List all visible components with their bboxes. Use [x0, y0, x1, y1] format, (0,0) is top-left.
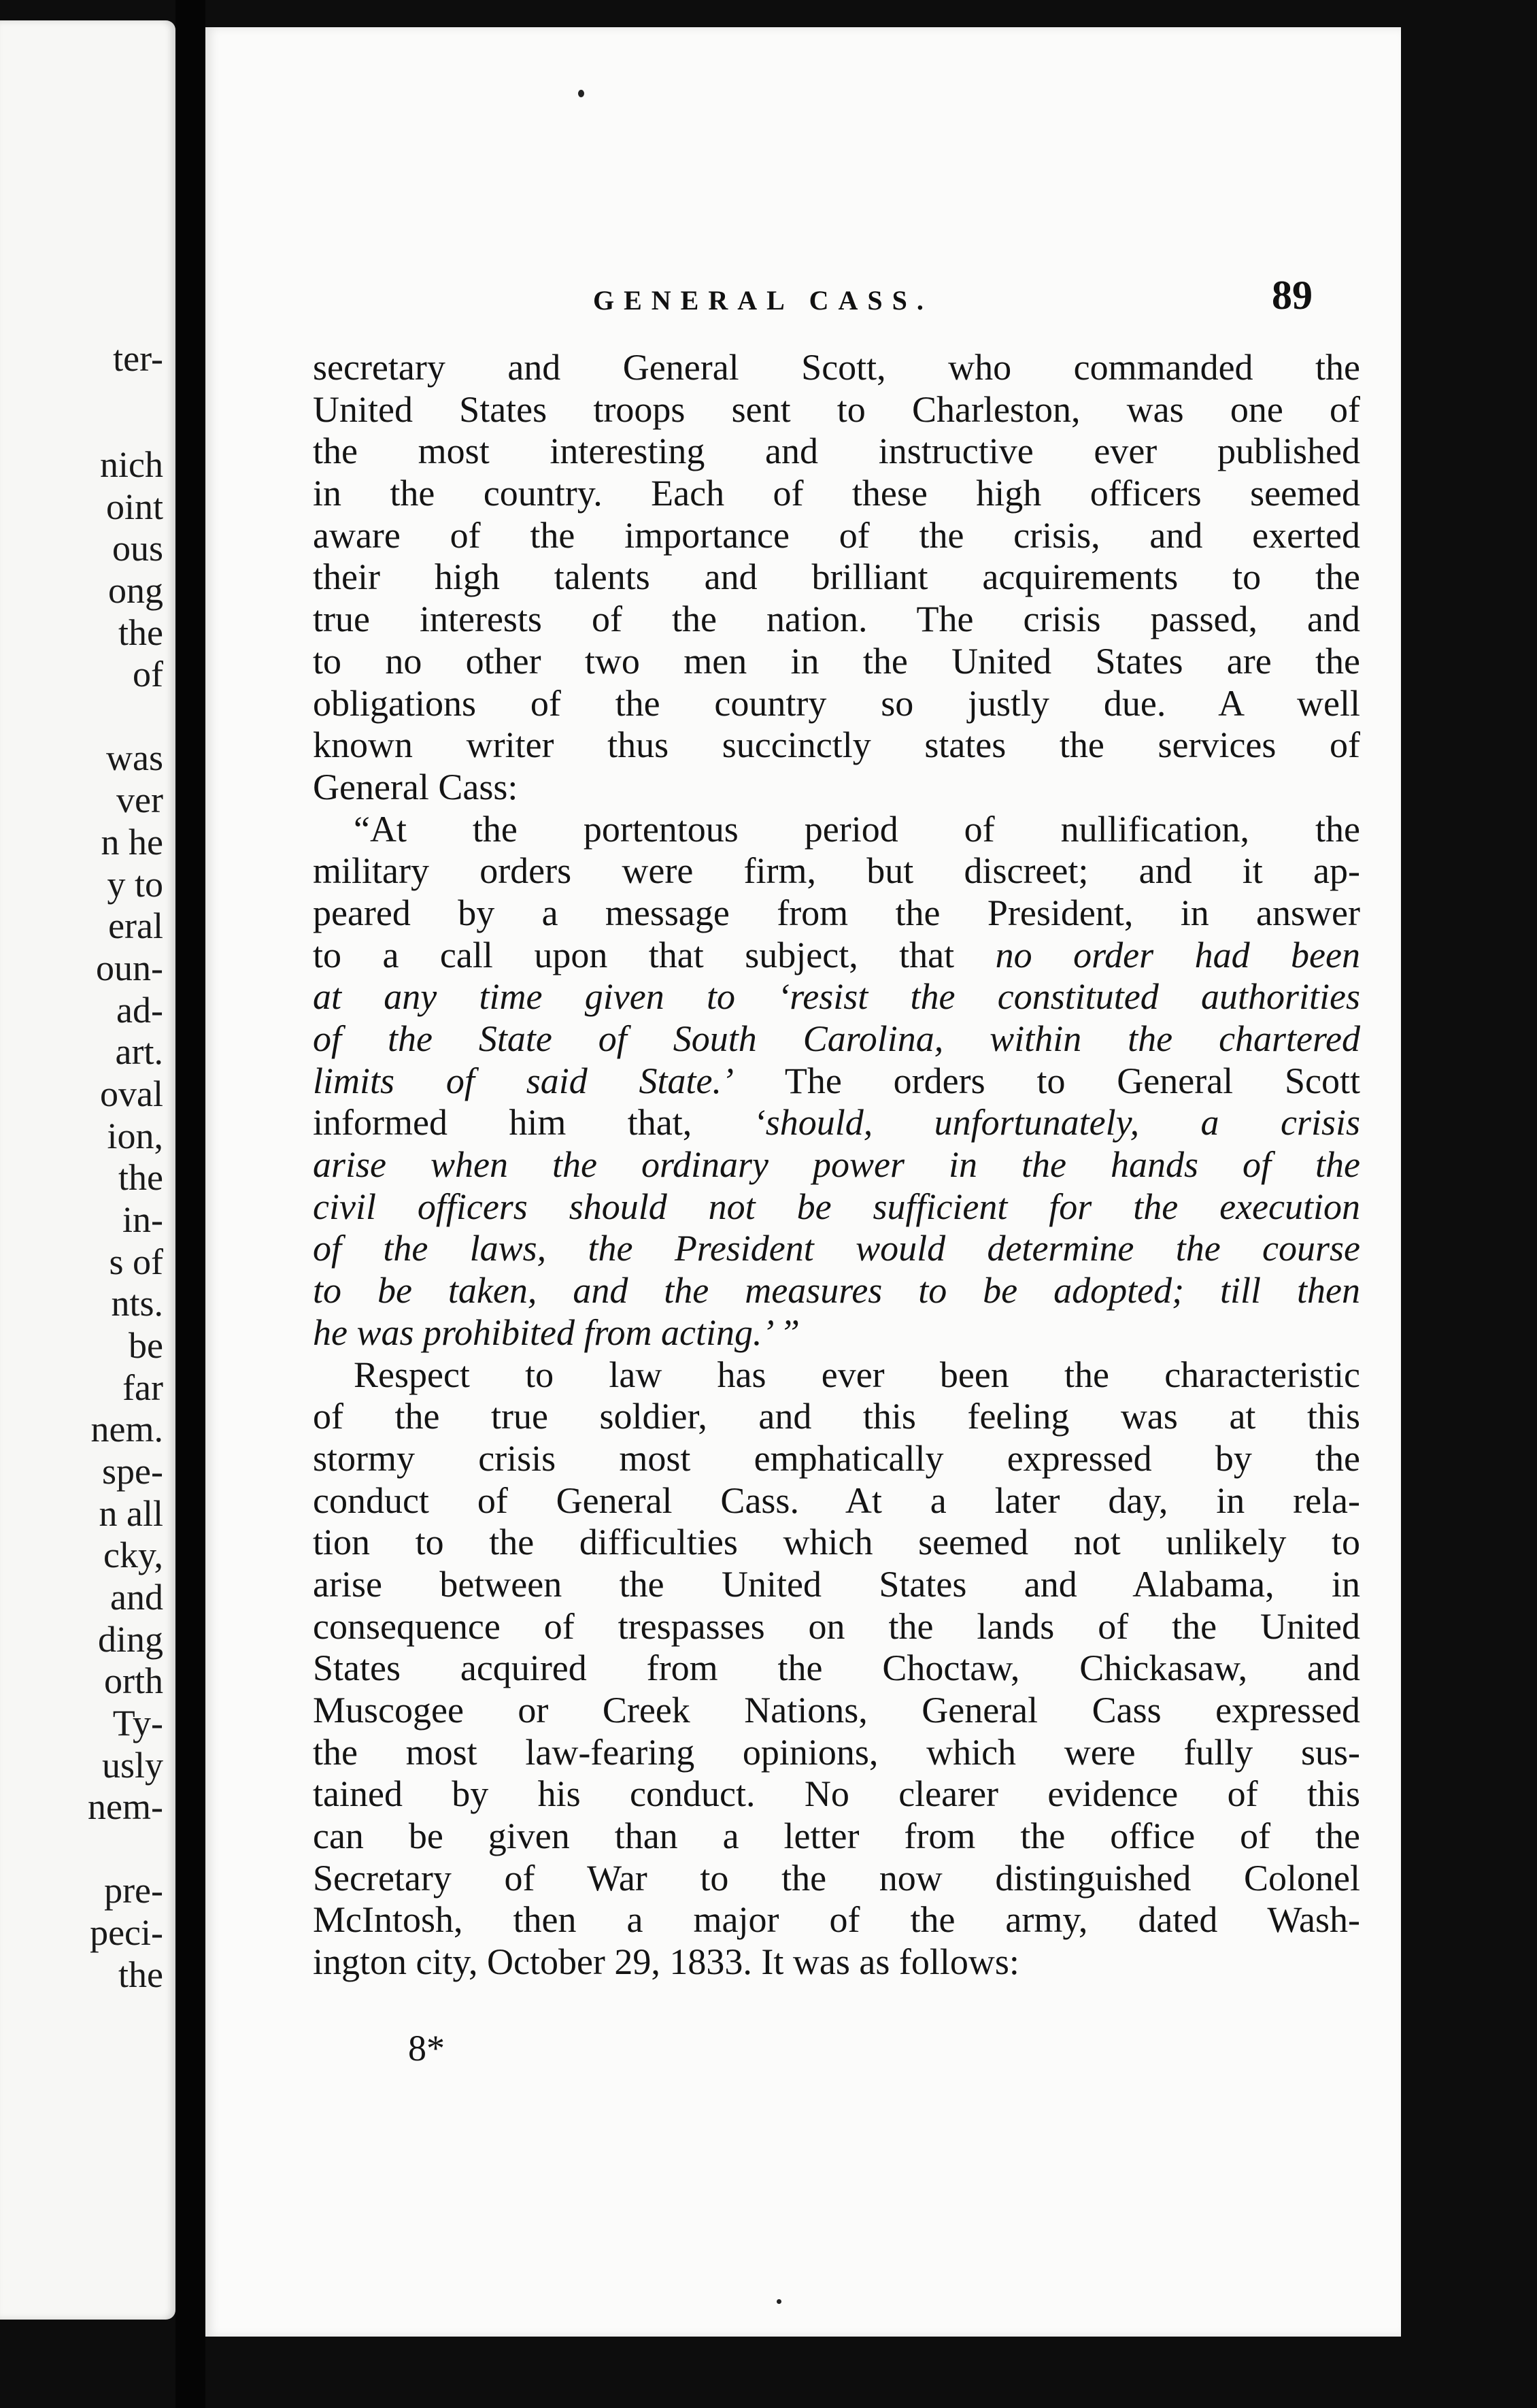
text-line: “At the portentous period of nullification, the	[354, 808, 1360, 850]
left-page-fragment: and	[110, 1577, 163, 1618]
text-line	[313, 935, 1360, 977]
left-page-fragment: the	[118, 612, 163, 653]
text-line: peared by a message from the President, in answer	[313, 892, 1360, 933]
text-line: at any time given to ‘resist the constituted authorities	[313, 976, 1360, 1018]
text-line: aware of the importance of the crisis, and exerted	[313, 514, 1360, 556]
text-line: of the true soldier, and this feeling was at this	[313, 1396, 1360, 1437]
left-page-fragment: orth	[104, 1660, 163, 1701]
left-page-fragment: of	[133, 654, 163, 695]
left-page-fragment: peci-	[90, 1912, 163, 1953]
text-italic: limits of said State.’	[313, 1060, 734, 1101]
text-line: consequence of trespasses on the lands of the United	[313, 1605, 1360, 1647]
text-line: Secretary of War to the now distinguished Colonel	[313, 1857, 1360, 1899]
text-line: the most law-fearing opinions, which were fully sus-	[313, 1731, 1360, 1773]
text-line: tained by his conduct. No clearer evidence of this	[313, 1773, 1360, 1815]
text-line: United States troops sent to Charleston, was one of	[313, 388, 1360, 430]
right-page	[205, 27, 1401, 2337]
book-gutter	[175, 0, 205, 2408]
left-page-fragments	[0, 20, 175, 2320]
text-line: military orders were firm, but discreet; and it ap-	[313, 850, 1360, 892]
text-roman: The orders to General Scott	[734, 1060, 1361, 1101]
text-line: civil officers should not be sufficient for the execution	[313, 1186, 1360, 1227]
text-line: can be given than a letter from the office of the	[313, 1816, 1360, 1857]
left-page-fragment: n all	[99, 1493, 163, 1534]
text-line: stormy crisis most emphatically expressed by the	[313, 1437, 1360, 1479]
page-number: 89	[1272, 273, 1313, 318]
left-page-fragment: art.	[115, 1031, 163, 1072]
left-page-fragment: was	[106, 737, 163, 778]
text-line: tion to the difficulties which seemed not unlikely to	[313, 1522, 1360, 1563]
running-head: GENERAL CASS.	[593, 285, 933, 316]
text-line: the most interesting and instructive ever published	[313, 431, 1360, 472]
left-page-fragment: far	[122, 1367, 163, 1408]
left-page-edge	[0, 20, 175, 2320]
left-page-fragment: spe-	[102, 1451, 163, 1492]
signature-mark: 8*	[408, 2028, 445, 2069]
left-page-fragment: nich	[100, 444, 163, 485]
left-page-fragment: nem-	[88, 1786, 163, 1827]
text-line	[313, 1060, 1360, 1103]
left-page-fragment: eral	[108, 905, 163, 946]
text-line: conduct of General Cass. At a later day, in rela-	[313, 1479, 1360, 1521]
left-page-fragment: ver	[116, 780, 163, 820]
text-line: to no other two men in the United States are the	[313, 640, 1360, 682]
left-page-fragment: s of	[109, 1241, 163, 1282]
left-page-fragment: oun-	[96, 948, 163, 988]
text-line: States acquired from the Choctaw, Chickasaw, and	[313, 1648, 1360, 1689]
left-page-fragment: in-	[122, 1199, 163, 1240]
left-page-fragment: nem.	[90, 1409, 163, 1450]
left-page-fragment: nts.	[111, 1283, 163, 1324]
left-page-fragment: the	[118, 1954, 163, 1995]
text-line: their high talents and brilliant acquirements to the	[313, 556, 1360, 598]
text-line: arise when the ordinary power in the hands of the	[313, 1144, 1360, 1186]
text-line: of the State of South Carolina, within the chartered	[313, 1018, 1360, 1059]
text-line: true interests of the nation. The crisis passed, and	[313, 599, 1360, 640]
text-italic: ‘should, unfortunately, a crisis	[753, 1102, 1361, 1143]
body-text	[313, 347, 1360, 1984]
left-page-fragment: y to	[107, 864, 163, 905]
left-page-fragment: pre-	[104, 1870, 163, 1911]
text-roman: informed him that,	[313, 1102, 754, 1143]
left-page-fragment: oval	[100, 1073, 163, 1114]
left-page-fragment: ding	[97, 1619, 163, 1660]
left-page-fragment: ong	[108, 570, 163, 611]
speck-mark	[578, 90, 584, 97]
text-line: ington city, October 29, 1833. It was as follows:	[313, 1941, 1019, 1983]
text-line	[313, 1102, 1360, 1144]
text-roman: to a call upon that subject, that	[313, 934, 996, 975]
left-page-fragment: usly	[101, 1745, 163, 1786]
left-page-fragment: ter-	[113, 338, 163, 379]
text-line: secretary and General Scott, who commanded the	[313, 347, 1360, 388]
left-page-fragment: n he	[101, 822, 163, 863]
left-page-fragment: oint	[105, 486, 163, 527]
left-page-fragment: ad-	[116, 990, 163, 1031]
left-page-fragment: the	[118, 1157, 163, 1198]
left-page-fragment: ous	[112, 528, 163, 569]
text-line: of the laws, the President would determine the course	[313, 1228, 1360, 1269]
left-page-fragment: Ty-	[112, 1703, 163, 1743]
text-line: known writer thus succinctly states the services of	[313, 724, 1360, 766]
left-page-fragment: be	[129, 1325, 163, 1366]
speck-mark	[777, 2299, 781, 2304]
text-line: Respect to law has ever been the characteristic	[354, 1354, 1360, 1395]
text-line: obligations of the country so justly due. A well	[313, 682, 1360, 724]
text-line: General Cass:	[313, 766, 518, 807]
text-line: McIntosh, then a major of the army, dated Wash-	[313, 1899, 1360, 1941]
text-line: Muscogee or Creek Nations, General Cass expressed	[313, 1690, 1360, 1730]
text-line: he was prohibited from acting.’ ”	[313, 1311, 800, 1353]
text-line: in the country. Each of these high officers seemed	[313, 473, 1360, 514]
left-page-fragment: ion,	[107, 1116, 163, 1156]
text-line: arise between the United States and Alabama, in	[313, 1563, 1360, 1605]
text-italic: no order had been	[995, 934, 1360, 975]
text-line: to be taken, and the measures to be adopted; till then	[313, 1270, 1360, 1311]
left-page-fragment: cky,	[103, 1535, 163, 1575]
